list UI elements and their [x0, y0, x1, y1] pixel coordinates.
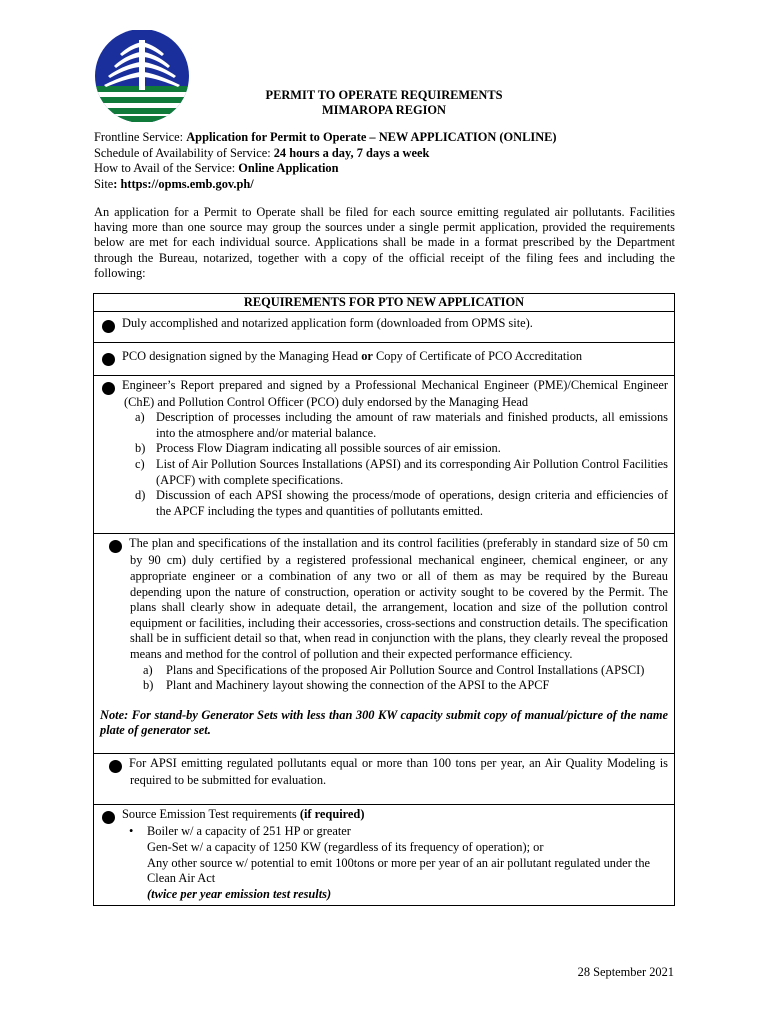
sub-list — [102, 663, 668, 694]
list-text: Plans and Specifications of the proposed Air Pollution Source and Control Installations (APSCI) — [166, 662, 645, 677]
list-item: (twice per year emission test results) — [147, 886, 332, 901]
site-url: : https://opms.emb.gov.ph/ — [113, 176, 254, 191]
title-line-1: PERMIT TO OPERATE REQUIREMENTS — [265, 88, 503, 102]
service-info — [94, 130, 684, 192]
list-item — [102, 824, 668, 840]
footer-date: 28 September 2021 — [577, 965, 674, 979]
list-label: a) — [143, 662, 153, 677]
list-label: b) — [135, 441, 146, 456]
number-badge: 1 — [102, 320, 115, 333]
requirement-text: Source Emission Test requirements — [122, 807, 300, 822]
requirement-row-1 — [94, 311, 675, 342]
list-label: c) — [135, 456, 145, 471]
bullet-icon: • — [129, 824, 134, 839]
list-label: a) — [135, 410, 145, 425]
list-text: Discussion of each APSI showing the process/mode of operations, design criteria and efficiencies of the APCF including the types and quantities of pollutants emitted. — [156, 488, 668, 518]
avail-value: Online Application — [238, 161, 339, 175]
table-header: REQUIREMENTS FOR PTO NEW APPLICATION — [94, 294, 675, 312]
requirement-row-3 — [94, 375, 675, 534]
frontline-label: Frontline Service: — [94, 130, 187, 144]
list-item: Gen-Set w/ a capacity of 1250 KW (regardless of its frequency of operation); or — [147, 840, 544, 855]
site-line — [94, 177, 684, 193]
number-badge: 3 — [102, 382, 115, 395]
list-text: Boiler w/ a capacity of 251 HP or greater — [147, 824, 351, 839]
generator-note: Note: For stand-by Generator Sets with less than 300 KW capacity submit copy of manual/picture of the name plate of generator set. — [100, 707, 668, 738]
list-label: d) — [135, 488, 146, 503]
number-badge: 6 — [102, 811, 115, 824]
requirement-text: The plan and specifications of the installation and its control facilities (preferably in standard size of 50 cm by 90 cm) duly certified by a registered professional mechanical engineer, chemical engineer, or any appropriate engineer or a combination of any two or all of them as may be required by the Bureau depending upon the nature of construction, operation or activity sought to be covered by the Permit. The plans shall clearly show in adequate detail, the arrangement, location and size of the pollution control equipment or facilities, including their accessories, cross-sections and construction details. The specification shall be in sufficient detail so that, when read in conjunction with the plans, they clearly reveal the proposed means and method for the control of pollution and their expected performance efficiency. — [129, 536, 668, 661]
list-label: b) — [143, 678, 154, 693]
document-title — [0, 88, 768, 117]
list-text: Description of processes including the amount of raw materials and finished products, all emissions into the atmosphere and/or material balance. — [156, 410, 668, 440]
requirement-text-bold: (if required) — [299, 807, 365, 822]
requirement-text: Engineer’s Report prepared and signed by a Professional Mechanical Engineer (PME)/Chemical Engineer (ChE) and Pollution Control Officer (PCO) duly endorsed by the Managing Head — [122, 377, 668, 409]
requirement-text: For APSI emitting regulated pollutants equal or more than 100 tons per year, an Air Quality Modeling is required to be submitted for evaluation. — [129, 755, 668, 787]
number-badge: 4 — [109, 540, 122, 553]
table-header-row — [94, 294, 675, 312]
list-text: Process Flow Diagram indicating all possible sources of air emission. — [156, 441, 501, 456]
requirement-row-4 — [94, 534, 675, 754]
list-item — [102, 663, 668, 679]
schedule-value: 24 hours a day, 7 days a week — [273, 145, 430, 160]
requirement-text: Duly accomplished and notarized application form (downloaded from OPMS site). — [122, 315, 533, 330]
avail-line — [94, 161, 684, 177]
list-item — [102, 457, 668, 488]
list-item — [102, 410, 668, 441]
schedule-line — [94, 146, 684, 162]
frontline-value: Application for Permit to Operate – NEW APPLICATION (ONLINE) — [186, 130, 557, 144]
list-text: List of Air Pollution Sources Installations (APSI) and its corresponding Air Pollution Control Facilities (APCF) with complete specifications. — [156, 456, 668, 487]
requirement-text-or: or — [361, 348, 373, 363]
requirement-row-5 — [94, 753, 675, 805]
requirement-text-a: PCO designation signed by the Managing Head — [122, 348, 362, 363]
intro-paragraph: An application for a Permit to Operate shall be filed for each source emitting regulated air pollutants. Facilities having more than one source may group the sources under a single permit application, provided the requirements below are met for each individual source. Applications shall be made in a format prescribed by the Department through the Bureau, notarized, together with a copy of the official receipt of the filing fees and including the following: — [94, 205, 675, 280]
requirements-table — [93, 293, 675, 906]
site-label: Site — [94, 176, 114, 191]
requirement-row-2 — [94, 342, 675, 375]
list-text: Plant and Machinery layout showing the connection of the APSI to the APCF — [166, 678, 550, 693]
list-item — [102, 678, 668, 694]
number-badge: 2 — [102, 353, 115, 366]
title-line-2: MIMAROPA REGION — [321, 102, 446, 117]
requirement-row-6 — [94, 805, 675, 906]
number-badge: 5 — [109, 760, 122, 773]
sub-list — [102, 410, 668, 519]
frontline-service-line — [94, 130, 684, 146]
list-item: Any other source w/ potential to emit 100tons or more per year of an air pollutant regulated under the Clean Air Act — [147, 855, 651, 886]
list-item — [102, 441, 668, 457]
schedule-label: Schedule of Availability of Service: — [94, 145, 274, 160]
list-item — [102, 488, 668, 519]
requirement-text-b: Copy of Certificate of PCO Accreditation — [372, 348, 583, 363]
avail-label: How to Avail of the Service: — [94, 161, 239, 175]
